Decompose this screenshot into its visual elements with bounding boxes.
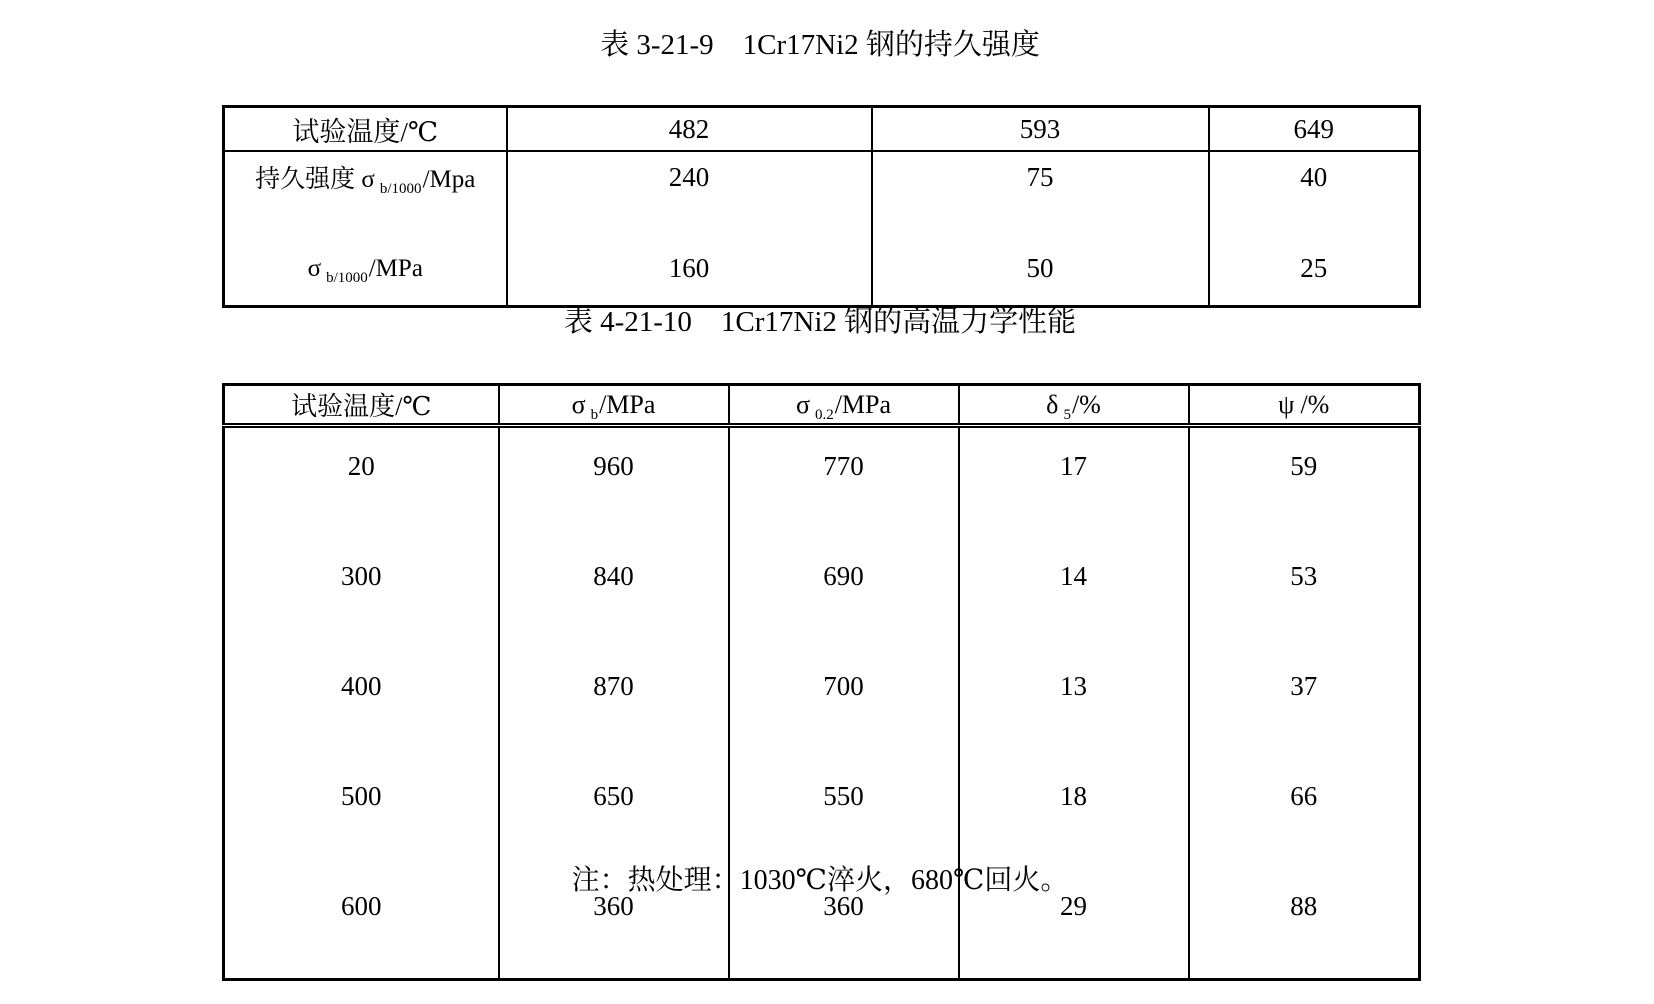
table2-cell: 360 <box>499 868 729 980</box>
header-main: σ <box>795 389 810 419</box>
table2-header-temperature <box>224 385 499 426</box>
table2-cell: 66 <box>1189 758 1420 868</box>
table1-header-value: 482 <box>507 107 872 152</box>
header-unit: /% <box>1300 389 1330 419</box>
table2-cell: 59 <box>1189 426 1420 539</box>
table2-cell: 500 <box>224 758 499 868</box>
table1-header-label: 试验温度/℃ <box>224 107 507 152</box>
table2-cell: 300 <box>224 538 499 648</box>
table2-cell: 550 <box>729 758 959 868</box>
table2-cell: 400 <box>224 648 499 758</box>
label-unit: /Mpa <box>422 166 476 193</box>
table2-cell: 29 <box>959 868 1189 980</box>
table1-cell: 240 <box>507 151 872 202</box>
table2-data-row <box>224 538 1420 648</box>
header-main: 试验温度/℃ <box>291 392 432 421</box>
table2-data-row <box>224 426 1420 539</box>
table2-cell: 14 <box>959 538 1189 648</box>
table2-cell: 840 <box>499 538 729 648</box>
table2-data-row <box>224 648 1420 758</box>
table2-data-row <box>224 758 1420 868</box>
table1-header-row <box>224 107 1420 152</box>
table2-cell: 690 <box>729 538 959 648</box>
table2-header-delta-5 <box>959 385 1189 426</box>
table1-cell: 25 <box>1209 202 1420 307</box>
table2-cell: 770 <box>729 426 959 539</box>
header-unit: /MPa <box>834 389 892 419</box>
table2-header-sigma-02 <box>729 385 959 426</box>
table2-cell: 700 <box>729 648 959 758</box>
sigma-subscript: b/1000 <box>326 269 368 286</box>
table1-row-label <box>224 151 507 202</box>
table2-cell: 870 <box>499 648 729 758</box>
header-main: δ <box>1046 389 1059 419</box>
table2-cell: 13 <box>959 648 1189 758</box>
header-unit: /MPa <box>599 389 656 419</box>
table1 <box>222 105 1421 308</box>
header-main: ψ <box>1278 389 1295 419</box>
sigma-subscript: b/1000 <box>379 181 422 197</box>
header-main: σ <box>571 389 586 419</box>
table2-cell: 18 <box>959 758 1189 868</box>
table2-cell: 88 <box>1189 868 1420 980</box>
table1-cell: 160 <box>507 202 872 307</box>
table2-title: 表 4-21-10 1Cr17Ni2 钢的高温力学性能 <box>563 306 1077 338</box>
label-unit: /MPa <box>368 254 423 282</box>
table2-cell: 20 <box>224 426 499 539</box>
table2-header-psi <box>1189 385 1420 426</box>
subscript: 5 <box>1063 406 1071 423</box>
table2-cell: 600 <box>224 868 499 980</box>
label-main: σ <box>307 254 322 282</box>
table1-title: 表 3-21-9 1Cr17Ni2 钢的持久强度 <box>600 29 1040 61</box>
table2-cell: 17 <box>959 426 1189 539</box>
table2-header-sigma-b <box>499 385 729 426</box>
header-unit: /% <box>1071 389 1101 419</box>
table1-cell: 75 <box>872 151 1209 202</box>
table2-cell: 360 <box>729 868 959 980</box>
heat-treatment-footnote: 注：热处理：1030℃淬火，680℃回火。 <box>571 865 1069 896</box>
table1-row-endurance-2 <box>224 202 1420 307</box>
subscript: b <box>590 406 599 423</box>
table2-cell: 53 <box>1189 538 1420 648</box>
table2-cell: 650 <box>499 758 729 868</box>
label-main: 持久强度 σ <box>255 166 375 193</box>
table1-cell: 50 <box>872 202 1209 307</box>
table1-header-value: 593 <box>872 107 1209 152</box>
table1-cell: 40 <box>1209 151 1420 202</box>
subscript: 0.2 <box>814 406 834 423</box>
table1-row-endurance-1000h <box>224 151 1420 202</box>
table1-header-value: 649 <box>1209 107 1420 152</box>
table2-header-row <box>224 385 1420 426</box>
table2-cell: 960 <box>499 426 729 539</box>
table2-cell: 37 <box>1189 648 1420 758</box>
table1-row-label <box>224 202 507 307</box>
